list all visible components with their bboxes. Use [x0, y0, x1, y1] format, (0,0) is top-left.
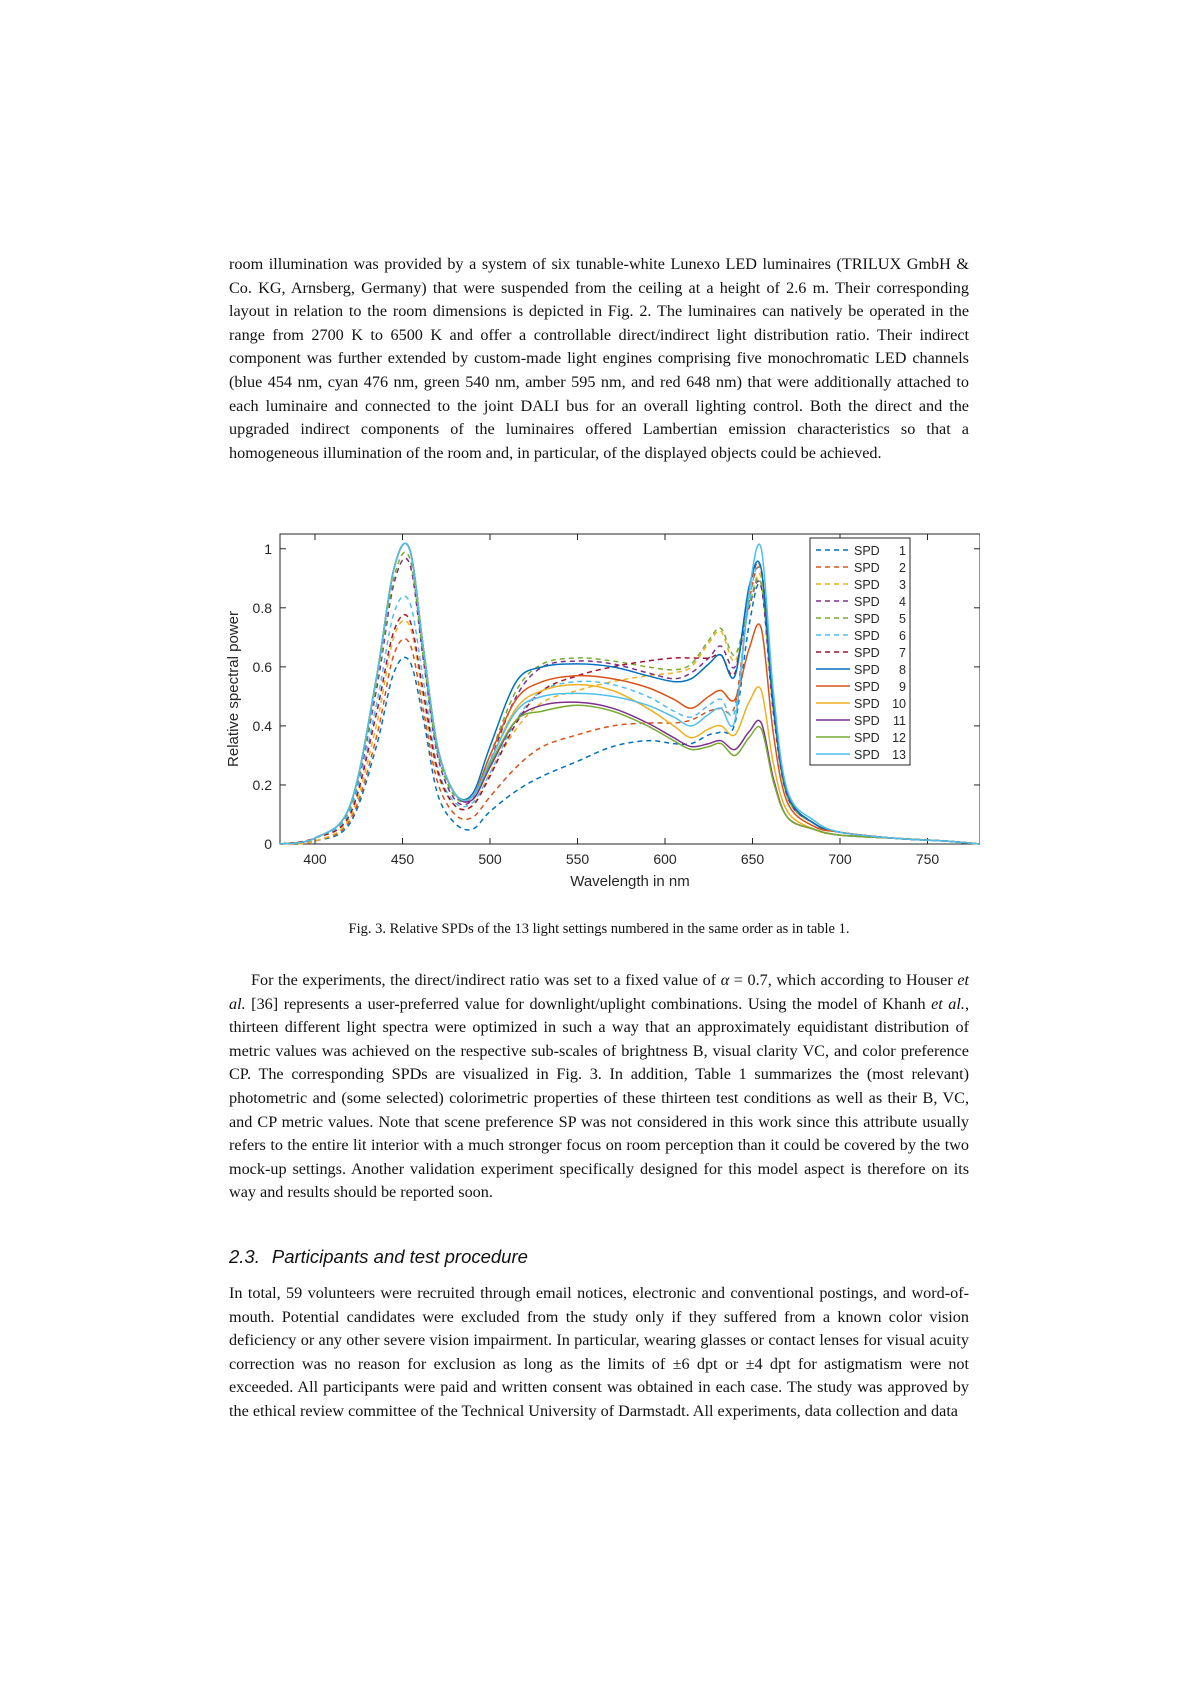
legend-entry-name: SPD [854, 561, 880, 575]
legend-entry-name: SPD [854, 612, 880, 626]
x-tick-label: 550 [565, 851, 590, 867]
legend-entry-number: 7 [899, 646, 906, 660]
legend-entry-number: 5 [899, 612, 906, 626]
legend-entry-name: SPD [854, 578, 880, 592]
x-tick-label: 700 [828, 851, 852, 867]
legend-entry-number: 13 [892, 748, 906, 762]
x-tick-label: 400 [303, 851, 327, 867]
legend-entry-number: 4 [899, 595, 906, 609]
legend-entry-name: SPD [854, 680, 880, 694]
legend-entry-name: SPD [854, 646, 880, 660]
body-paragraph-1: room illumination was provided by a system of six tunable-white Lunexo LED luminaires (TRILUX GmbH & Co. KG, Arnsberg, Germany) that were suspended from the ceiling at a height of 2.6 m. Their corresponding layout in relation to the room dimensions is depicted in Fig. 2. The luminaires can natively be operated in the range from 2700 K to 6500 K and offer a controllable direct/indirect light distribution ratio. Their indirect component was further extended by custom-made light engines comprising five monochromatic LED channels (blue 454 nm, cyan 476 nm, green 540 nm, amber 595 nm, and red 648 nm) that were additionally attached to each luminaire and connected to the joint DALI bus for an overall lighting control. Both the direct and the upgraded indirect components of the luminaires offered Lambertian emission characteristics so that a homogeneous illumination of the room and, in particular, of the displayed objects could be achieved. [229, 255, 969, 462]
legend-entry-name: SPD [854, 697, 880, 711]
legend-entry-number: 8 [899, 663, 906, 677]
legend-entry-number: 3 [899, 578, 906, 592]
x-tick-label: 500 [478, 851, 502, 867]
spd-chart [218, 522, 980, 912]
y-axis-label: Relative spectral power [225, 611, 242, 767]
p2-etal-1: et al. [229, 971, 969, 1013]
legend-entry-name: SPD [854, 748, 880, 762]
legend-entry-name: SPD [854, 629, 880, 643]
legend-entry-name: SPD [854, 731, 880, 745]
x-tick-label: 750 [915, 851, 940, 867]
section-title: Participants and test procedure [271, 1246, 528, 1267]
y-tick-label: 0.8 [252, 599, 272, 616]
p2-text-2: = 0.7, which according to Houser [729, 971, 958, 989]
x-tick-label: 450 [390, 851, 415, 867]
legend-entry-number: 6 [899, 629, 906, 643]
figure-caption: Fig. 3. Relative SPDs of the 13 light settings numbered in the same order as in table 1. [348, 921, 850, 937]
y-tick-label: 0.2 [252, 776, 272, 793]
legend-entry-number: 9 [899, 680, 906, 694]
section-heading [229, 1246, 528, 1268]
legend-entry-number: 12 [892, 731, 906, 745]
legend-entry-number: 2 [899, 561, 906, 575]
x-tick-label: 650 [740, 851, 765, 867]
y-tick-label: 0.4 [252, 717, 272, 734]
p2-alpha-symbol: α [720, 971, 730, 989]
p2-text-3: [36] represents a user-preferred value for downlight/uplight combinations. Using the model of Khanh [245, 994, 932, 1013]
legend-entry-name: SPD [854, 544, 880, 558]
section-number: 2.3. [229, 1246, 260, 1267]
y-tick-label: 0.6 [252, 658, 272, 675]
p2-text-1: For the experiments, the direct/indirect ratio was set to a fixed value of [251, 971, 721, 989]
y-tick-label: 0 [264, 836, 272, 852]
p2-etal-2: et al. [931, 994, 965, 1013]
legend-entry-name: SPD [854, 595, 880, 609]
legend-entry-number: 11 [893, 714, 906, 728]
body-paragraph-3: In total, 59 volunteers were recruited through email notices, electronic and conventional postings, and word-of-mouth. Potential candidates were excluded from the study only if they suffered from a known color vision deficiency or any other severe vision impairment. In particular, wearing glasses or contact lenses for visual acuity correction was no reason for exclusion as long as the limits of ±6 dpt or ±4 dpt for astigmatism were not exceeded. All participants were paid and written consent was obtained in each case. The study was approved by the ethical review committee of the Technical University of Darmstadt. All experiments, data collection and data [229, 1284, 969, 1420]
legend-entry-name: SPD [854, 663, 880, 677]
body-paragraph-2 [229, 969, 969, 1205]
x-tick-label: 600 [653, 851, 677, 867]
legend-entry-number: 10 [892, 697, 906, 711]
y-tick-label: 1 [264, 540, 272, 557]
legend-entry-number: 1 [899, 544, 906, 558]
p2-text-4: , thirteen different light spectra were optimized in such a way that an approximately equidistant distribution of metric values was achieved on the respective sub-scales of brightness B, visual clarity VC, and color preference CP. The corresponding SPDs are visualized in Fig. 3. In addition, Table 1 summarizes the (most relevant) photometric and (some selected) colorimetric properties of these thirteen test conditions as well as their B, VC, and CP metric values. Note that scene preference SP was not considered in this work since this attribute usually refers to the entire lit interior with a much stronger focus on room perception than it could be covered by the two mock-up settings. Another validation experiment specifically designed for this model aspect is therefore on its way and results should be reported soon. [229, 994, 969, 1202]
x-axis-label: Wavelength in nm [570, 873, 690, 890]
legend-entry-name: SPD [854, 714, 880, 728]
